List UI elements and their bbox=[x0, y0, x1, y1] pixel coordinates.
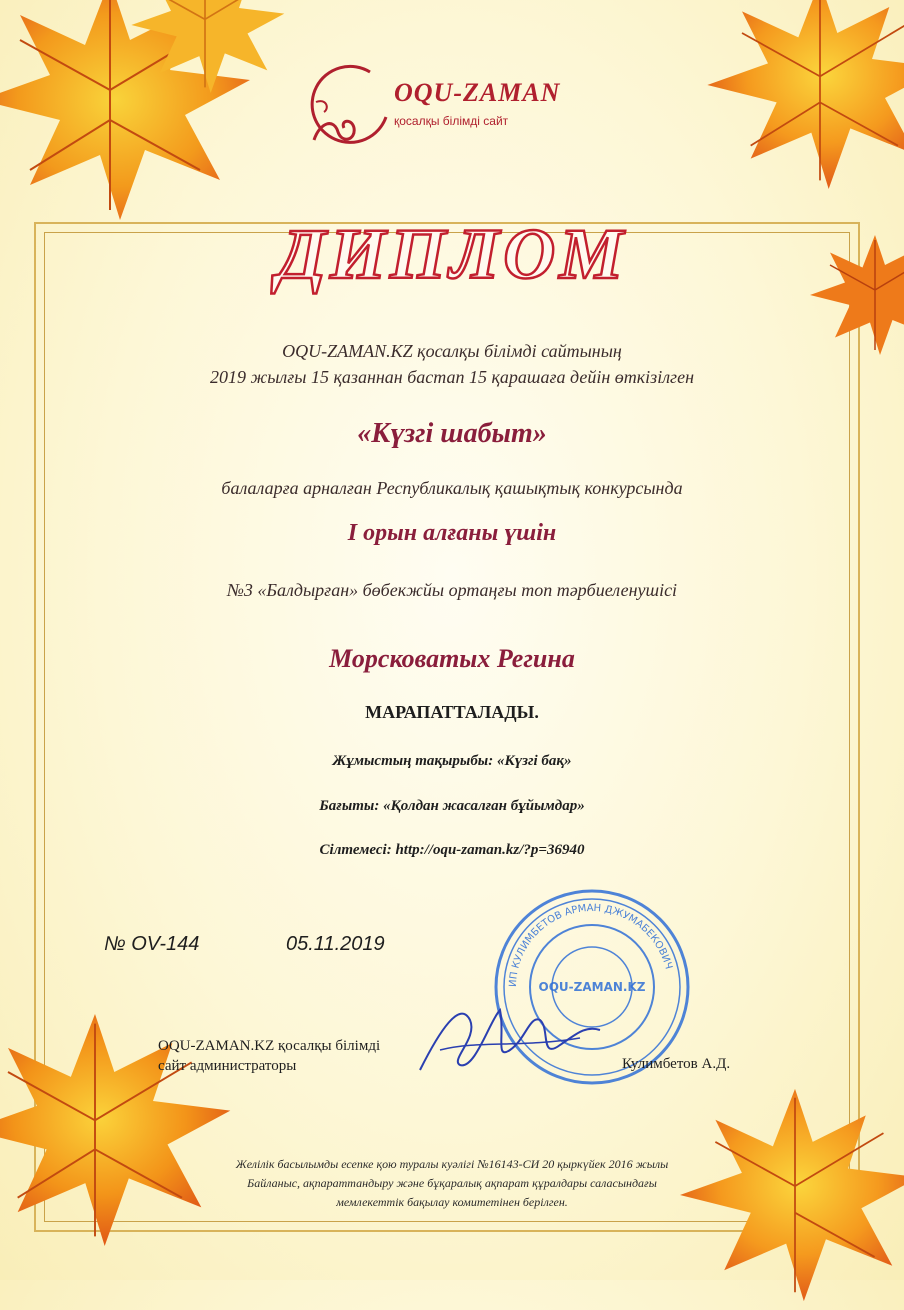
contest-description: балаларға арналған Республикалық қашықтық конкурсында bbox=[221, 478, 683, 498]
recipient-name: Морсковатых Регина bbox=[329, 644, 575, 673]
footer-line-2: Байланыс, ақпараттандыру және бұқаралық ақпарат құралдары саласындағы bbox=[247, 1176, 657, 1190]
diploma-heading bbox=[250, 210, 654, 296]
intro-line-1: OQU-ZAMAN.KZ қосалқы білімді сайтының bbox=[282, 341, 622, 361]
work-topic: Жұмыстың тақырыбы: «Күзгі бақ» bbox=[332, 753, 572, 769]
logo-ornament-icon bbox=[300, 62, 392, 152]
awarded-label: МАРАПАТТАЛАДЫ. bbox=[365, 702, 539, 722]
diploma-heading-text: ДИПЛОМ bbox=[276, 214, 628, 294]
stamp-center-text: OQU-ZAMAN.KZ bbox=[538, 980, 646, 994]
recipient-group: №3 «Балдырған» бөбекжйы ортаңғы топ тәрбиеленушісі bbox=[226, 580, 678, 600]
intro-line-2: 2019 жылғы 15 қазаннан бастап 15 қарашаға дейін өткізілген bbox=[210, 367, 694, 387]
svg-text:ИП КУЛИМБЕТОВ АРМАН ДЖУМАБЕКОВ bbox=[508, 903, 674, 987]
site-logo bbox=[300, 62, 610, 152]
intro-text bbox=[0, 338, 904, 390]
maple-leaf-top-left-2-icon bbox=[120, 0, 290, 100]
event-name: «Күзгі шабыт» bbox=[357, 418, 547, 449]
stamp-ring-text: ИП КУЛИМБЕТОВ АРМАН ДЖУМАБЕКОВИЧ bbox=[507, 902, 674, 988]
logo-tagline: қосалқы білімді сайт bbox=[394, 114, 509, 128]
diploma-number: № OV-144 bbox=[104, 933, 200, 955]
admin-line-2: сайт администраторы bbox=[158, 1058, 297, 1074]
work-direction: Бағыты: «Қолдан жасалған бұйымдар» bbox=[319, 798, 585, 814]
registration-footer bbox=[0, 1155, 904, 1212]
footer-line-3: мемлекеттік бақылау комитетінен берілген. bbox=[336, 1195, 568, 1209]
maple-leaf-bottom-left-icon bbox=[0, 980, 240, 1280]
admin-line-1: OQU-ZAMAN.KZ қосалқы білімді bbox=[158, 1038, 381, 1054]
signer-name: Кулимбетов А.Д. bbox=[622, 1056, 731, 1072]
signature-icon bbox=[400, 990, 620, 1080]
work-link: Сілтемесі: http://oqu-zaman.kz/?p=36940 bbox=[319, 842, 585, 858]
footer-line-1: Желілік басылымды есепке қою туралы куәлігі №16143-СИ 20 қыркүйек 2016 жылы bbox=[235, 1157, 669, 1171]
maple-leaf-top-right-icon bbox=[690, 0, 904, 210]
admin-title bbox=[158, 1036, 380, 1076]
place-awarded: I орын алғаны үшін bbox=[347, 520, 557, 546]
diploma-date: 05.11.2019 bbox=[286, 933, 385, 955]
logo-title: OQU-ZAMAN bbox=[394, 78, 561, 107]
